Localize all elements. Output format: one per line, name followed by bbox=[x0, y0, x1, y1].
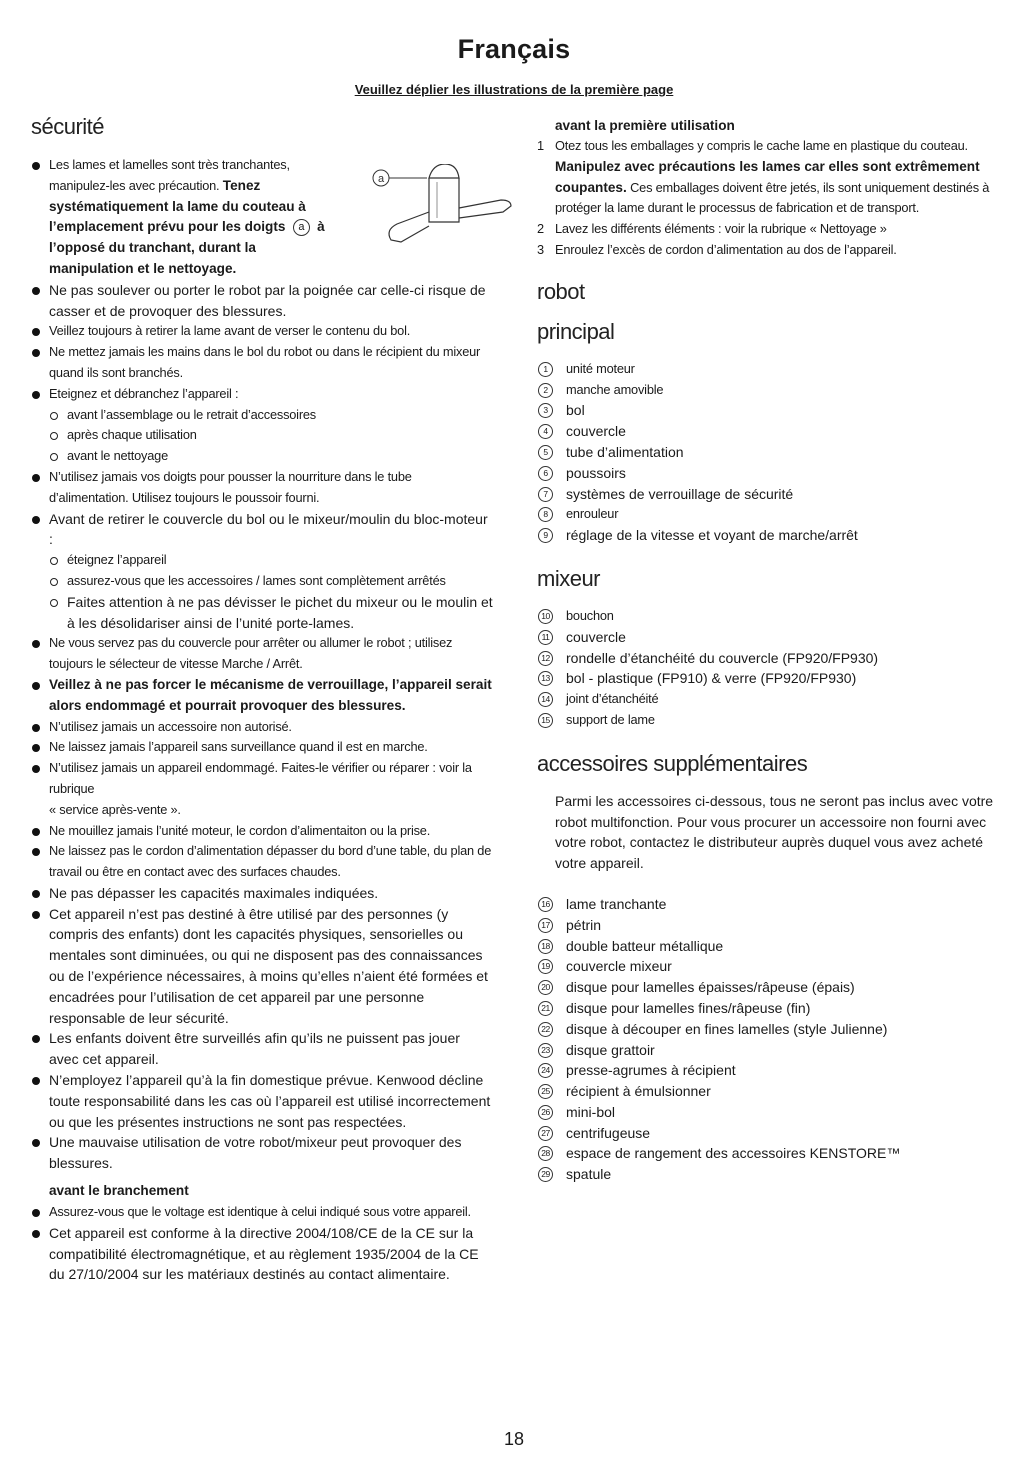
part-item bbox=[537, 1060, 1003, 1081]
section-heading-principal: principal bbox=[537, 318, 615, 344]
step-item: 2 Lavez les différents éléments : voir la rubrique « Nettoyage » bbox=[537, 221, 887, 237]
part-label: couvercle bbox=[566, 628, 626, 645]
principal-parts-list bbox=[537, 359, 1003, 546]
part-item bbox=[537, 998, 1003, 1019]
list-item: Veillez à ne pas forcer le mécanisme de verrouillage, l’appareil serait alors endommagé et pourrait provoquer des blessures. bbox=[31, 675, 493, 717]
part-label: enrouleur bbox=[566, 506, 619, 522]
part-item bbox=[537, 710, 1003, 731]
safety-list bbox=[31, 155, 493, 1174]
list-item: Ne laissez pas le cordon d’alimentation dépasser du bord d’une table, du plan de travail ou être en contact avec des surfaces chaudes. bbox=[31, 841, 493, 883]
part-label: bouchon bbox=[566, 607, 614, 623]
step-item: 1 Otez tous les emballages y compris le cache lame en plastique du couteau. Manipulez avec précautions les lames car elles sont extrêmement coupantes. Ces emballages doivent être jetés, ils sont uniquement destinés à protéger la lame durant le processus de fabrication et de transport. bbox=[537, 138, 990, 216]
part-label: lame tranchante bbox=[566, 895, 667, 912]
list-item: Les enfants doivent être surveillés afin qu’ils ne puissent pas jouer avec cet appareil. bbox=[31, 1028, 493, 1070]
list-item: Assurez-vous que le voltage est identique à celui indiqué sous votre appareil. bbox=[31, 1202, 493, 1223]
circled-number-icon: 1 bbox=[538, 362, 553, 377]
part-label: centrifugeuse bbox=[566, 1124, 651, 1141]
page-subtitle: Veuillez déplier les illustrations de la première page bbox=[354, 82, 674, 97]
part-label: poussoirs bbox=[566, 464, 626, 481]
list-item: Ne mettez jamais les mains dans le bol du robot ou dans le récipient du mixeur quand ils sont branchés. bbox=[31, 342, 493, 384]
first-use-steps bbox=[537, 136, 1003, 261]
part-label: mini-bol bbox=[566, 1103, 616, 1120]
part-item bbox=[537, 1102, 1003, 1123]
list-item: Veillez toujours à retirer la lame avant de verser le contenu du bol. bbox=[31, 321, 493, 342]
right-column bbox=[537, 116, 1003, 1205]
part-item bbox=[537, 484, 1003, 505]
circled-number-icon: 7 bbox=[538, 487, 553, 502]
circled-number-icon: 24 bbox=[538, 1063, 553, 1078]
circled-number-icon: 14 bbox=[538, 692, 553, 707]
part-item bbox=[537, 606, 1003, 627]
left-column bbox=[31, 114, 493, 1285]
circled-number-icon: 18 bbox=[538, 939, 553, 954]
list-item: Les lames et lamelles sont très tranchantes, manipulez-les avec précaution. Tenez systématiquement la lame du couteau à l’emplacement prévu pour les doigts a à l’opposé du tranchant, durant la manipulation et le nettoyage. bbox=[31, 155, 493, 280]
list-item: Ne pas soulever ou porter le robot par la poignée car celle-ci risque de casser et de provoquer des blessures. bbox=[31, 280, 493, 322]
step-item: 3 Enroulez l’excès de cordon d’alimentation au dos de l’appareil. bbox=[537, 241, 897, 257]
part-item bbox=[537, 1123, 1003, 1144]
part-item bbox=[537, 1143, 1003, 1164]
page-number: 18 bbox=[503, 1429, 525, 1449]
accessoires-intro: Parmi les accessoires ci-dessous, tous ne seront pas inclus avec votre robot multifonction. Pour vous procurer un accessoire non fourni avec votre robot, contactez le distributeur auprès duquel vous avez acheté votre appareil. bbox=[555, 792, 994, 872]
list-item: Eteignez et débranchez l’appareil : avant l’assemblage ou le retrait d’accessoires après chaque utilisation avant le nettoyage bbox=[31, 384, 493, 467]
page-title: Français bbox=[457, 34, 571, 64]
part-label: disque pour lamelles fines/râpeuse (fin) bbox=[566, 999, 811, 1016]
circled-number-icon: 13 bbox=[538, 671, 553, 686]
sub-list-item: avant le nettoyage bbox=[49, 446, 493, 467]
part-label: bol bbox=[566, 402, 585, 419]
part-label: espace de rangement des accessoires KENSTORE™ bbox=[566, 1145, 901, 1162]
circled-number-icon: 16 bbox=[538, 897, 553, 912]
circled-number-icon: 15 bbox=[538, 713, 553, 728]
part-item bbox=[537, 689, 1003, 710]
part-label: joint d’étanchéité bbox=[566, 691, 659, 707]
part-item bbox=[537, 936, 1003, 957]
circled-number-icon: 5 bbox=[538, 445, 553, 460]
illustration-label: a bbox=[377, 173, 385, 185]
part-item bbox=[537, 627, 1003, 648]
sub-list-item: assurez-vous que les accessoires / lames sont complètement arrêtés bbox=[49, 571, 493, 592]
part-label: support de lame bbox=[566, 711, 655, 727]
list-item: N’utilisez jamais vos doigts pour pousser la nourriture dans le tube d’alimentation. Utilisez toujours le poussoir fourni. bbox=[31, 467, 493, 509]
circled-marker-icon: a bbox=[293, 219, 310, 236]
circled-number-icon: 4 bbox=[538, 424, 553, 439]
part-item bbox=[537, 915, 1003, 936]
branchement-list bbox=[31, 1202, 493, 1285]
part-item bbox=[537, 380, 1003, 401]
accessoires-list bbox=[537, 894, 1003, 1185]
subheading-branchement: avant le branchement bbox=[49, 1183, 189, 1199]
circled-number-icon: 21 bbox=[538, 1001, 553, 1016]
part-label: disque grattoir bbox=[566, 1041, 655, 1058]
circled-number-icon: 3 bbox=[538, 403, 553, 418]
sub-list-item: après chaque utilisation bbox=[49, 425, 493, 446]
circled-number-icon: 8 bbox=[538, 507, 553, 522]
circled-number-icon: 25 bbox=[538, 1084, 553, 1099]
part-label: manche amovible bbox=[566, 381, 664, 397]
part-label: pétrin bbox=[566, 916, 602, 933]
sub-list bbox=[49, 405, 493, 467]
circled-number-icon: 23 bbox=[538, 1043, 553, 1058]
list-item: Ne laissez jamais l’appareil sans surveillance quand il est en marche. bbox=[31, 737, 493, 758]
part-item bbox=[537, 463, 1003, 484]
list-item: Cet appareil n’est pas destiné à être utilisé par des personnes (y compris des enfants) dont les capacités physiques, sensorielles ou mentales sont diminuées, ou qui ne disposent pas des connaissances ou de l’expérience nécessaires, à moins qu’elles n’aient été formées et encadrées pour l’utilisation de cet appareil par une personne responsable de leur sécurité. bbox=[31, 904, 493, 1029]
circled-number-icon: 28 bbox=[538, 1146, 553, 1161]
circled-number-icon: 17 bbox=[538, 918, 553, 933]
sub-list bbox=[49, 550, 493, 633]
section-heading-securite: sécurité bbox=[31, 114, 105, 139]
part-label: disque à découper en fines lamelles (style Julienne) bbox=[566, 1020, 888, 1037]
list-item: Cet appareil est conforme à la directive 2004/108/CE de la CE sur la compatibilité électromagnétique, et au règlement 1935/2004 de la CE du 27/10/2004 sur les matériaux destinés au contact alimentaire. bbox=[31, 1223, 493, 1285]
part-item bbox=[537, 648, 1003, 669]
circled-number-icon: 9 bbox=[538, 528, 553, 543]
circled-number-icon: 2 bbox=[538, 383, 553, 398]
circled-number-icon: 27 bbox=[538, 1126, 553, 1141]
circled-number-icon: 12 bbox=[538, 651, 553, 666]
part-label: tube d’alimentation bbox=[566, 443, 684, 460]
part-item bbox=[537, 1081, 1003, 1102]
circled-number-icon: 26 bbox=[538, 1105, 553, 1120]
sub-list-item: éteignez l’appareil bbox=[49, 550, 493, 571]
circled-number-icon: 19 bbox=[538, 959, 553, 974]
part-item bbox=[537, 442, 1003, 463]
bullet-icon bbox=[32, 162, 40, 170]
part-item bbox=[537, 359, 1003, 380]
list-item: Ne vous servez pas du couvercle pour arrêter ou allumer le robot ; utilisez toujours le sélecteur de vitesse Marche / Arrêt. bbox=[31, 633, 493, 675]
part-item bbox=[537, 956, 1003, 977]
part-label: couvercle bbox=[566, 423, 626, 440]
list-item: N’utilisez jamais un appareil endommagé. Faites-le vérifier ou réparer : voir la rubrique « service après-vente ». bbox=[31, 758, 493, 820]
part-label: unité moteur bbox=[566, 360, 635, 376]
part-item bbox=[537, 1019, 1003, 1040]
part-item bbox=[537, 400, 1003, 421]
subheading-first-use: avant la première utilisation bbox=[555, 118, 735, 133]
part-item bbox=[537, 421, 1003, 442]
list-item: Ne mouillez jamais l’unité moteur, le cordon d’alimentaiton ou la prise. bbox=[31, 821, 493, 842]
section-heading-mixeur: mixeur bbox=[537, 565, 601, 591]
circled-number-icon: 20 bbox=[538, 980, 553, 995]
circled-number-icon: 10 bbox=[538, 609, 553, 624]
part-label: presse-agrumes à récipient bbox=[566, 1062, 736, 1079]
part-item bbox=[537, 1040, 1003, 1061]
part-item bbox=[537, 668, 1003, 689]
part-item bbox=[537, 977, 1003, 998]
circled-number-icon: 22 bbox=[538, 1022, 553, 1037]
part-item bbox=[537, 1164, 1003, 1185]
part-label: double batteur métallique bbox=[566, 937, 724, 954]
part-label: spatule bbox=[566, 1166, 612, 1183]
part-item bbox=[537, 894, 1003, 915]
circled-number-icon: 11 bbox=[538, 630, 553, 645]
sub-list-item: Faites attention à ne pas dévisser le pichet du mixeur ou le moulin et à les désolidariser ainsi de l’unité porte-lames. bbox=[49, 592, 493, 634]
list-item: Une mauvaise utilisation de votre robot/mixeur peut provoquer des blessures. bbox=[31, 1132, 493, 1174]
section-heading-robot: robot bbox=[537, 278, 585, 304]
circled-number-icon: 29 bbox=[538, 1167, 553, 1182]
part-item bbox=[537, 525, 1003, 546]
part-item bbox=[537, 504, 1003, 525]
mixeur-parts-list bbox=[537, 606, 1003, 731]
list-item: N’utilisez jamais un accessoire non autorisé. bbox=[31, 717, 493, 738]
part-label: systèmes de verrouillage de sécurité bbox=[566, 485, 794, 502]
list-item: Avant de retirer le couvercle du bol ou le mixeur/moulin du bloc-moteur : éteignez l’appareil assurez-vous que les accessoires / lames sont complètement arrêtés Faites attention à ne pas dévisser le pichet du mixeur ou le moulin et à les désolidariser ainsi de l’unité porte-lames. bbox=[31, 509, 493, 634]
part-label: disque pour lamelles épaisses/râpeuse (épais) bbox=[566, 979, 855, 996]
part-label: couvercle mixeur bbox=[566, 958, 672, 975]
ring-bullet-icon bbox=[50, 412, 58, 420]
part-label: rondelle d’étanchéité du couvercle (FP920/FP930) bbox=[566, 649, 879, 666]
part-label: récipient à émulsionner bbox=[566, 1083, 711, 1100]
circled-number-icon: 6 bbox=[538, 466, 553, 481]
part-label: réglage de la vitesse et voyant de marche/arrêt bbox=[566, 527, 858, 544]
part-label: bol - plastique (FP910) & verre (FP920/FP930) bbox=[566, 670, 857, 687]
list-item: Ne pas dépasser les capacités maximales indiquées. bbox=[31, 883, 493, 904]
section-heading-accessoires: accessoires supplémentaires bbox=[537, 750, 808, 776]
sub-list-item: avant l’assemblage ou le retrait d’accessoires bbox=[49, 405, 493, 426]
list-item: N’employez l’appareil qu’à la fin domestique prévue. Kenwood décline toute responsabilité dans les cas où l’appareil est utilisé incorrectement ou que les présentes instructions ne sont pas respectées. bbox=[31, 1070, 493, 1132]
